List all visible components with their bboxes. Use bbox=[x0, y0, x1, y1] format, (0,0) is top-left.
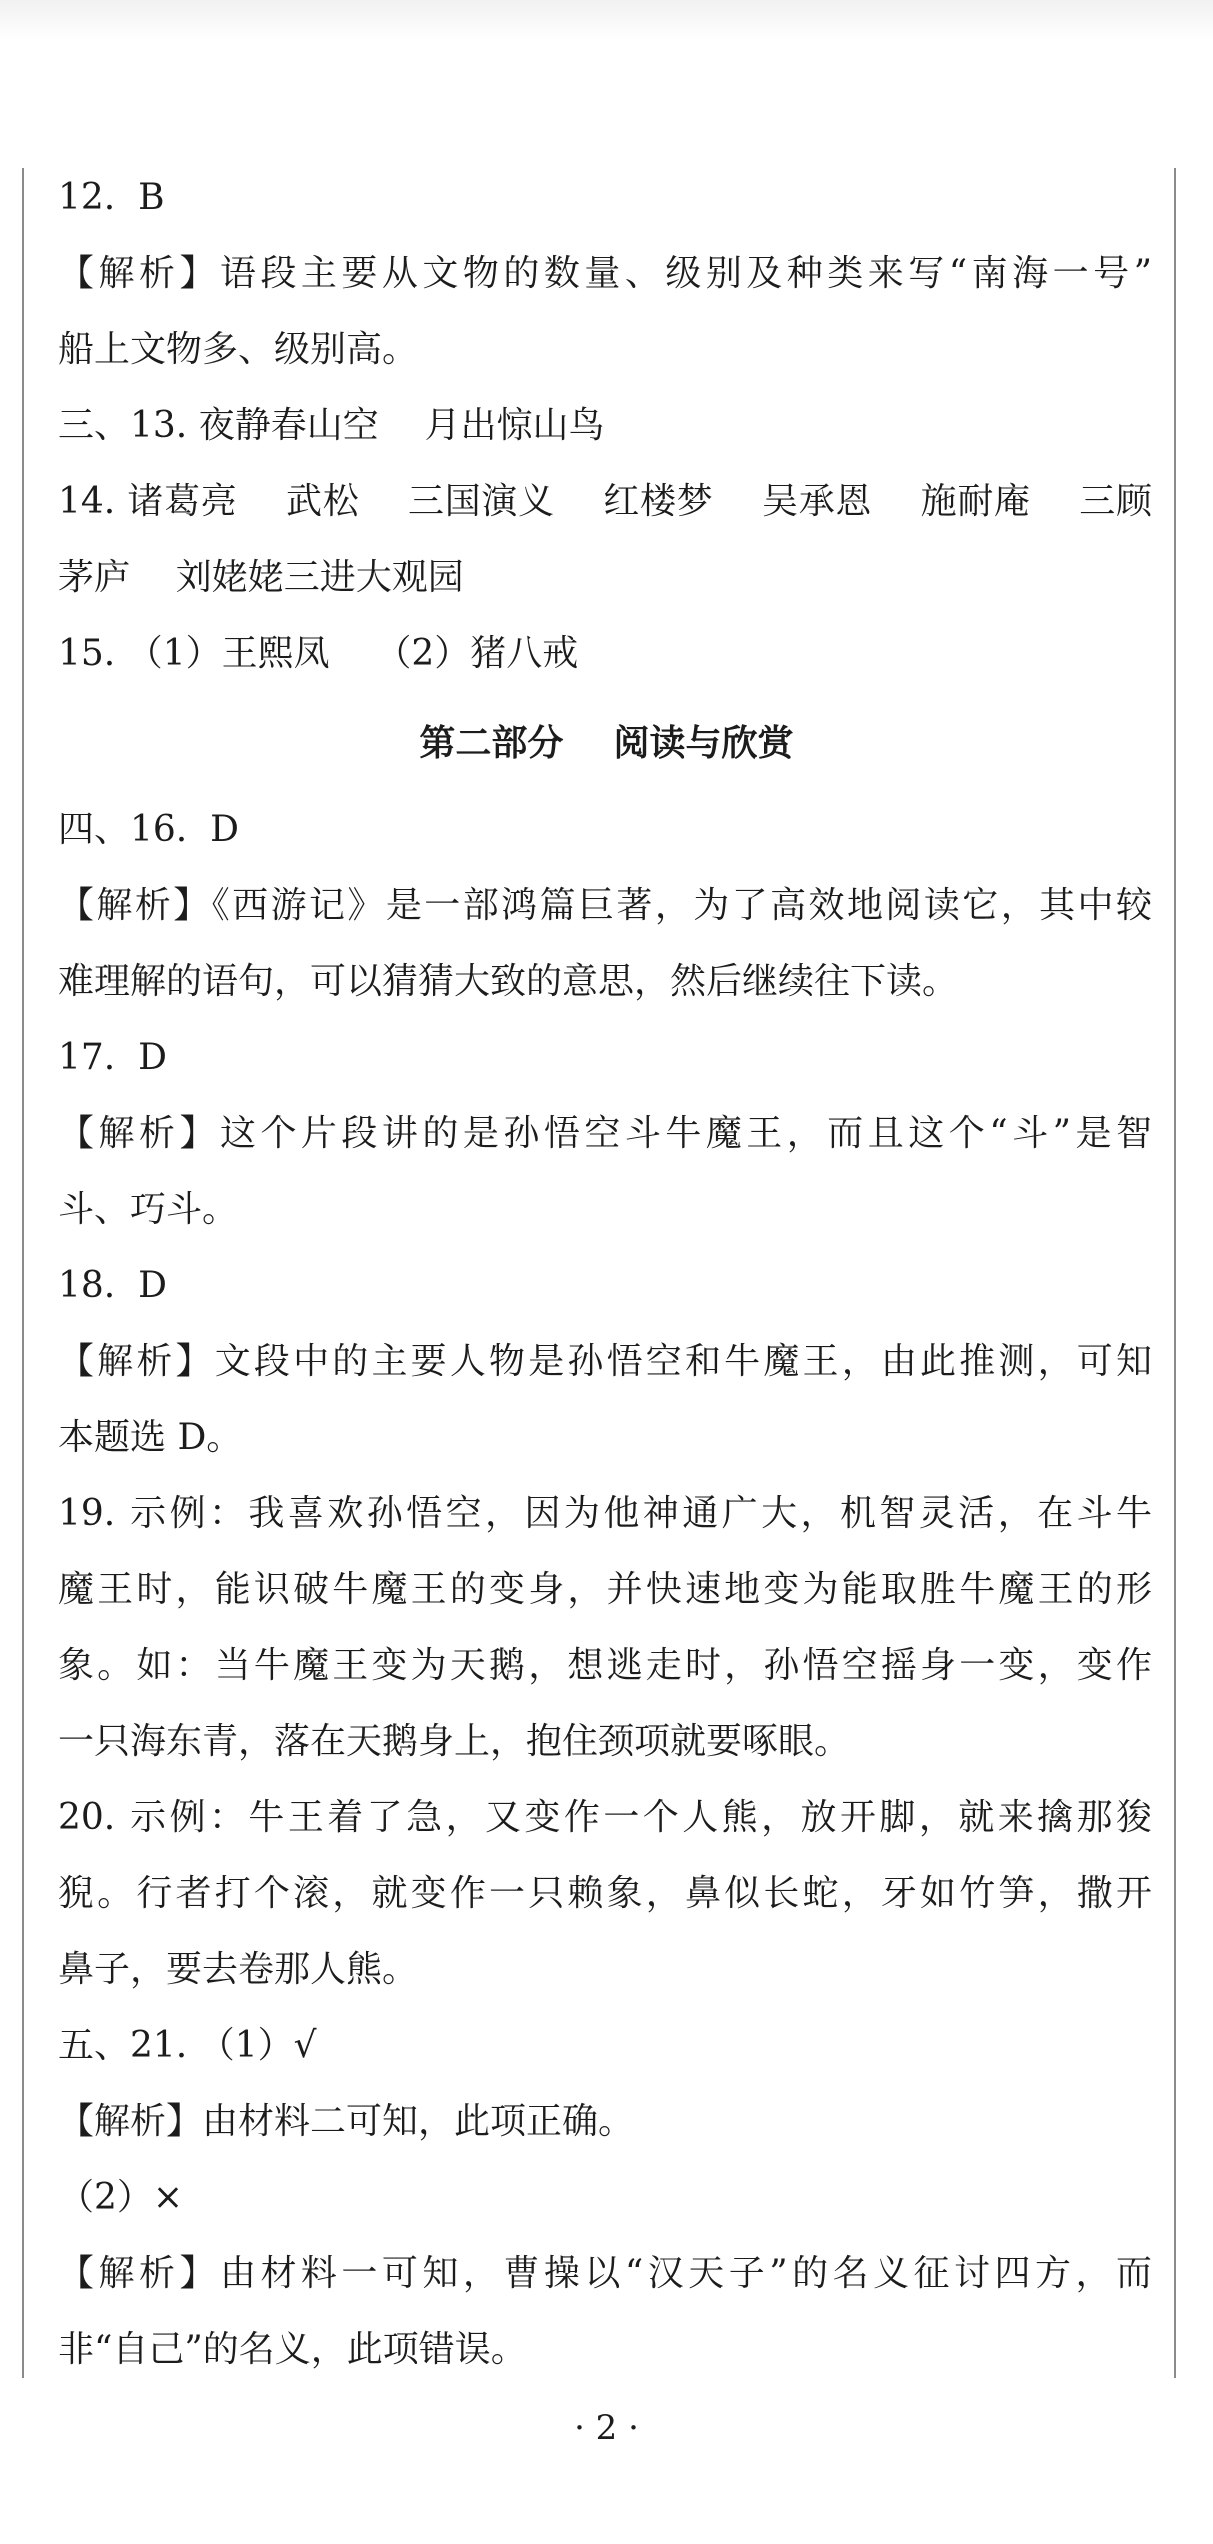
answer-19-line-1: 19. 示例：我喜欢孙悟空，因为他神通广大，机智灵活，在斗牛 bbox=[58, 1493, 1152, 1534]
answer-20-line-3: 鼻子，要去卷那人熊。 bbox=[58, 1949, 419, 1990]
answer-18: 18. D bbox=[58, 1265, 168, 1306]
analysis-18-line-1: 【解析】文段中的主要人物是孙悟空和牛魔王，由此推测，可知 bbox=[58, 1341, 1152, 1382]
answer-15: 15. （1）王熙凤 （2）猪八戒 bbox=[58, 633, 579, 674]
answer-21-1: 五、21. （1）√ bbox=[58, 2025, 317, 2066]
answer-20-line-1: 20. 示例：牛王着了急，又变作一个人熊，放开脚，就来擒那狻 bbox=[58, 1797, 1152, 1838]
answer-14-line-1: 14. 诸葛亮 武松 三国演义 红楼梦 吴承恩 施耐庵 三顾 bbox=[58, 481, 1152, 522]
page-top-band bbox=[0, 0, 1213, 40]
answer-16: 四、16. D bbox=[58, 809, 240, 850]
answer-13: 三、13. 夜静春山空 月出惊山鸟 bbox=[58, 405, 605, 446]
answer-19-line-4: 一只海东青，落在天鹅身上，抱住颈项就要啄眼。 bbox=[58, 1721, 851, 1762]
answer-19-line-2: 魔王时，能识破牛魔王的变身，并快速地变为能取胜牛魔王的形 bbox=[58, 1569, 1152, 1610]
answer-14-line-2: 茅庐 刘姥姥三进大观园 bbox=[58, 557, 464, 598]
analysis-16-line-1: 【解析】《西游记》是一部鸿篇巨著，为了高效地阅读它，其中较 bbox=[58, 885, 1152, 926]
answer-17: 17. D bbox=[58, 1037, 168, 1078]
answer-12: 12. B bbox=[58, 177, 165, 218]
analysis-21-2-line-1: 【解析】由材料一可知，曹操以“汉天子”的名义征讨四方，而 bbox=[58, 2253, 1152, 2294]
answer-21-2: （2）× bbox=[58, 2177, 184, 2218]
analysis-12-line-2: 船上文物多、级别高。 bbox=[58, 329, 419, 370]
section-heading-part-two: 第二部分 阅读与欣赏 bbox=[419, 723, 794, 764]
analysis-21-1: 【解析】由材料二可知，此项正确。 bbox=[58, 2101, 635, 2142]
analysis-17-line-2: 斗、巧斗。 bbox=[58, 1189, 239, 1230]
analysis-12-line-1: 【解析】语段主要从文物的数量、级别及种类来写“南海一号” bbox=[58, 253, 1152, 294]
page-number: · 2 · bbox=[574, 2408, 639, 2448]
analysis-16-line-2: 难理解的语句，可以猜猜大致的意思，然后继续往下读。 bbox=[58, 961, 959, 1002]
analysis-18-line-2: 本题选 D。 bbox=[58, 1417, 243, 1458]
answer-20-line-2: 猊。行者打个滚，就变作一只赖象，鼻似长蛇，牙如竹笋，撒开 bbox=[58, 1873, 1152, 1914]
answer-19-line-3: 象。如：当牛魔王变为天鹅，想逃走时，孙悟空摇身一变，变作 bbox=[58, 1645, 1152, 1686]
analysis-21-2-line-2: 非“自己”的名义，此项错误。 bbox=[58, 2329, 527, 2370]
analysis-17-line-1: 【解析】这个片段讲的是孙悟空斗牛魔王，而且这个“斗”是智 bbox=[58, 1113, 1152, 1154]
